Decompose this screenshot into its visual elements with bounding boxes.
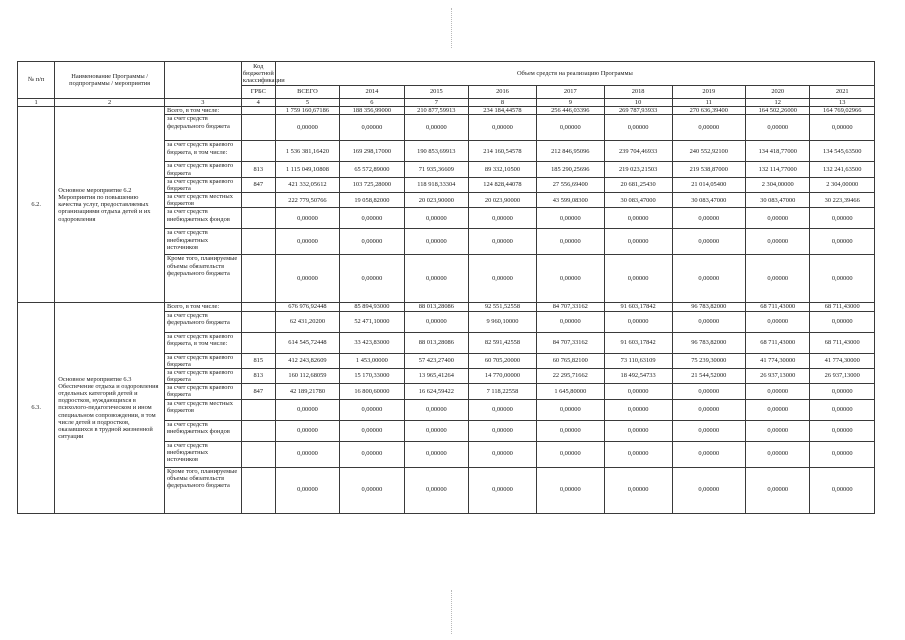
grbs-code: 847: [241, 384, 275, 399]
total-value: 0,00000: [275, 441, 339, 467]
funding-source: за счет средств федерального бюджета: [164, 311, 241, 332]
year-value: 0,00000: [746, 229, 810, 255]
total-value: 222 779,50766: [275, 193, 339, 208]
year-value: 0,00000: [469, 115, 537, 141]
funding-source: Кроме того, планируемые объемы обязательств федерального бюджета: [164, 255, 241, 303]
year-value: 0,00000: [810, 311, 875, 332]
year-value: 0,00000: [536, 467, 604, 513]
funding-source: за счет средств федерального бюджета: [164, 115, 241, 141]
year-header: 2016: [469, 86, 537, 99]
fold-mark-top: [451, 8, 453, 48]
budget-table: [17, 61, 875, 514]
year-value: 2 304,00000: [746, 177, 810, 192]
source-column-header: [164, 62, 241, 99]
year-value: 91 603,17842: [604, 332, 672, 353]
year-value: 0,00000: [746, 208, 810, 229]
year-header: 2015: [404, 86, 468, 99]
grbs-code: [241, 115, 275, 141]
year-value: 0,00000: [604, 399, 672, 420]
year-value: 0,00000: [340, 208, 404, 229]
total-value: 62 431,20200: [275, 311, 339, 332]
year-value: 134 545,63500: [810, 141, 875, 162]
funding-source: за счет средств краевого бюджета: [164, 353, 241, 368]
year-value: 21 544,52000: [672, 368, 745, 383]
grbs-code: [241, 420, 275, 441]
total-value: 1 536 381,16420: [275, 141, 339, 162]
year-value: 0,00000: [469, 208, 537, 229]
total-value: 0,00000: [275, 420, 339, 441]
year-value: 0,00000: [536, 208, 604, 229]
funding-source: за счет средств краевого бюджета: [164, 177, 241, 192]
total-value: 421 332,05612: [275, 177, 339, 192]
year-value: 0,00000: [810, 208, 875, 229]
section-title: Основное мероприятие 6.3 Обеспечение отдыха и оздоровления отдельных категорий детей и подростков, нуждающихся в психолого-педагогическом и ином специальном сопровождении, в том числе детей и подростков, оказавшихся в трудной жизненной ситуации: [55, 303, 165, 513]
year-value: 0,00000: [340, 441, 404, 467]
year-value: 21 014,05400: [672, 177, 745, 192]
year-value: 234 184,44578: [469, 107, 537, 115]
funding-source: за счет средств краевого бюджета, в том числе:: [164, 332, 241, 353]
year-value: 219 538,87000: [672, 162, 745, 177]
year-header: 2021: [810, 86, 875, 99]
year-value: 132 241,63500: [810, 162, 875, 177]
funding-source: за счет средств краевого бюджета: [164, 384, 241, 399]
table-row: [18, 107, 875, 115]
year-value: 0,00000: [404, 255, 468, 303]
year-value: 33 423,83000: [340, 332, 404, 353]
funding-source: Кроме того, планируемые объемы обязательств федерального бюджета: [164, 467, 241, 513]
year-value: 214 160,54578: [469, 141, 537, 162]
year-value: 0,00000: [810, 420, 875, 441]
year-value: 68 711,43000: [810, 332, 875, 353]
year-value: 0,00000: [536, 441, 604, 467]
year-value: 240 552,92100: [672, 141, 745, 162]
column-number-cell: 5: [275, 99, 339, 107]
year-value: 19 058,82000: [340, 193, 404, 208]
total-value: 0,00000: [275, 467, 339, 513]
grbs-code: 847: [241, 177, 275, 192]
code-column-header: Код бюджетной классификации: [242, 62, 285, 85]
year-value: 0,00000: [672, 255, 745, 303]
year-value: 132 114,77000: [746, 162, 810, 177]
year-value: 65 572,89000: [340, 162, 404, 177]
year-value: 0,00000: [672, 420, 745, 441]
year-value: 219 023,21503: [604, 162, 672, 177]
column-number-cell: 9: [536, 99, 604, 107]
year-value: 41 774,30000: [746, 353, 810, 368]
year-value: 0,00000: [746, 420, 810, 441]
year-value: 9 960,10000: [469, 311, 537, 332]
year-value: 89 332,10500: [469, 162, 537, 177]
year-value: 0,00000: [672, 441, 745, 467]
funding-source: за счет средств местных бюджетов: [164, 193, 241, 208]
year-value: 0,00000: [604, 467, 672, 513]
year-value: 0,00000: [604, 311, 672, 332]
year-value: 0,00000: [340, 467, 404, 513]
year-value: 96 783,82000: [672, 332, 745, 353]
year-value: 0,00000: [604, 208, 672, 229]
column-number-cell: 7: [404, 99, 468, 107]
year-value: 0,00000: [672, 115, 745, 141]
year-value: 84 707,33162: [536, 332, 604, 353]
year-value: 92 551,52558: [469, 303, 537, 311]
grbs-code: [241, 141, 275, 162]
num-column-header: № п/п: [18, 62, 55, 99]
year-value: 0,00000: [404, 311, 468, 332]
year-value: 91 603,17842: [604, 303, 672, 311]
grbs-code: [241, 303, 275, 311]
year-value: 0,00000: [810, 115, 875, 141]
funding-source: за счет средств внебюджетных фондов: [164, 208, 241, 229]
grbs-code: [241, 441, 275, 467]
grbs-code: [241, 467, 275, 513]
year-value: 0,00000: [536, 255, 604, 303]
year-value: 16 800,60000: [340, 384, 404, 399]
year-value: 27 556,69400: [536, 177, 604, 192]
year-value: 0,00000: [469, 399, 537, 420]
year-value: 30 083,47000: [746, 193, 810, 208]
volume-column-header: Объем средств на реализацию Программы: [275, 62, 874, 86]
year-value: 0,00000: [604, 420, 672, 441]
year-value: 16 624,59422: [404, 384, 468, 399]
funding-source: Всего, в том числе:: [164, 303, 241, 311]
name-column-header: Наименование Программы / подпрограммы / мероприятия: [55, 62, 165, 99]
grbs-code: [241, 193, 275, 208]
grbs-code: [241, 255, 275, 303]
total-value: 614 545,72448: [275, 332, 339, 353]
column-number-cell: 1: [18, 99, 55, 107]
year-value: 88 013,28086: [404, 332, 468, 353]
year-value: 0,00000: [672, 311, 745, 332]
year-value: 52 471,10000: [340, 311, 404, 332]
column-number-cell: 6: [340, 99, 404, 107]
year-value: 0,00000: [810, 229, 875, 255]
year-value: 30 083,47000: [672, 193, 745, 208]
year-value: 0,00000: [404, 399, 468, 420]
section-number: 6.3.: [18, 303, 55, 513]
year-value: 0,00000: [810, 255, 875, 303]
grbs-code: [241, 229, 275, 255]
funding-source: за счет средств внебюджетных источников: [164, 441, 241, 467]
year-value: 0,00000: [604, 441, 672, 467]
year-value: 0,00000: [340, 255, 404, 303]
year-value: 0,00000: [404, 420, 468, 441]
year-value: 7 118,22558: [469, 384, 537, 399]
year-value: 43 599,08300: [536, 193, 604, 208]
funding-source: за счет средств внебюджетных фондов: [164, 420, 241, 441]
column-number-cell: 8: [469, 99, 537, 107]
year-value: 71 935,36609: [404, 162, 468, 177]
grbs-code: [241, 332, 275, 353]
section-title: Основное мероприятие 6.2 Мероприятия по повышению качества услуг, предоставляемых организациями отдыха детей и их оздоровления: [55, 107, 165, 303]
year-value: 1 645,80000: [536, 384, 604, 399]
total-value: 1 759 160,67186: [275, 107, 339, 115]
column-number-cell: 11: [672, 99, 745, 107]
year-value: 0,00000: [536, 115, 604, 141]
year-value: 0,00000: [604, 384, 672, 399]
total-value: 0,00000: [275, 255, 339, 303]
year-value: 60 705,20000: [469, 353, 537, 368]
year-value: 14 770,00000: [469, 368, 537, 383]
year-value: 82 591,42558: [469, 332, 537, 353]
grbs-code: [241, 311, 275, 332]
funding-source: за счет средств краевого бюджета: [164, 368, 241, 383]
column-number-row: [18, 99, 875, 107]
year-value: 73 110,63109: [604, 353, 672, 368]
column-number-cell: 13: [810, 99, 875, 107]
table-body: [18, 107, 875, 513]
year-value: 0,00000: [340, 229, 404, 255]
year-value: 22 295,71662: [536, 368, 604, 383]
year-value: 0,00000: [404, 467, 468, 513]
year-value: 0,00000: [672, 208, 745, 229]
year-header: 2014: [340, 86, 404, 99]
year-value: 0,00000: [404, 229, 468, 255]
year-header: 2017: [536, 86, 604, 99]
total-column-header: ВСЕГО: [275, 86, 339, 99]
year-value: 185 290,25696: [536, 162, 604, 177]
year-value: 15 170,33000: [340, 368, 404, 383]
year-value: 269 787,93933: [604, 107, 672, 115]
total-value: 0,00000: [275, 229, 339, 255]
year-value: 57 423,27400: [404, 353, 468, 368]
year-value: 26 937,13000: [810, 368, 875, 383]
year-value: 0,00000: [672, 384, 745, 399]
year-value: 2 304,00000: [810, 177, 875, 192]
total-value: 160 112,68059: [275, 368, 339, 383]
year-value: 0,00000: [404, 115, 468, 141]
year-value: 0,00000: [604, 255, 672, 303]
year-value: 1 453,00000: [340, 353, 404, 368]
funding-source: за счет средств внебюджетных источников: [164, 229, 241, 255]
total-value: 0,00000: [275, 115, 339, 141]
year-header: 2020: [746, 86, 810, 99]
year-value: 0,00000: [536, 311, 604, 332]
column-number-cell: 10: [604, 99, 672, 107]
year-value: 0,00000: [340, 115, 404, 141]
year-value: 0,00000: [469, 441, 537, 467]
year-value: 239 704,46933: [604, 141, 672, 162]
year-value: 0,00000: [746, 399, 810, 420]
year-value: 0,00000: [469, 255, 537, 303]
funding-source: Всего, в том числе:: [164, 107, 241, 115]
grbs-code: 813: [241, 162, 275, 177]
year-value: 75 239,30000: [672, 353, 745, 368]
total-value: 42 189,21780: [275, 384, 339, 399]
column-number-cell: 12: [746, 99, 810, 107]
year-value: 0,00000: [746, 311, 810, 332]
total-value: 676 976,92448: [275, 303, 339, 311]
year-value: 68 711,43000: [746, 332, 810, 353]
year-value: 85 894,93000: [340, 303, 404, 311]
year-value: 0,00000: [746, 467, 810, 513]
year-value: 118 918,33304: [404, 177, 468, 192]
year-value: 212 846,95096: [536, 141, 604, 162]
funding-source: за счет средств краевого бюджета, в том числе:: [164, 141, 241, 162]
year-value: 124 828,44078: [469, 177, 537, 192]
year-value: 0,00000: [469, 467, 537, 513]
year-value: 0,00000: [340, 399, 404, 420]
year-value: 190 853,69913: [404, 141, 468, 162]
year-value: 0,00000: [746, 255, 810, 303]
fold-mark-bottom: [451, 590, 453, 634]
year-value: 0,00000: [404, 441, 468, 467]
grbs-code: 813: [241, 368, 275, 383]
grbs-column-header: ГРБС: [241, 86, 275, 99]
table-row: [18, 303, 875, 311]
year-value: 0,00000: [672, 467, 745, 513]
year-value: 13 965,41264: [404, 368, 468, 383]
column-number-cell: 2: [55, 99, 165, 107]
year-value: 0,00000: [746, 115, 810, 141]
year-value: 0,00000: [810, 467, 875, 513]
year-value: 134 418,77000: [746, 141, 810, 162]
year-value: 68 711,43000: [810, 303, 875, 311]
year-value: 0,00000: [536, 229, 604, 255]
year-value: 84 707,33162: [536, 303, 604, 311]
year-value: 164 769,02966: [810, 107, 875, 115]
year-value: 188 356,99000: [340, 107, 404, 115]
column-number-cell: 3: [164, 99, 241, 107]
year-value: 169 298,17000: [340, 141, 404, 162]
year-value: 270 636,39400: [672, 107, 745, 115]
year-value: 20 023,90000: [404, 193, 468, 208]
year-value: 68 711,43000: [746, 303, 810, 311]
total-value: 412 243,82609: [275, 353, 339, 368]
grbs-code: 815: [241, 353, 275, 368]
grbs-code: [241, 107, 275, 115]
year-value: 0,00000: [536, 399, 604, 420]
year-value: 0,00000: [810, 399, 875, 420]
year-value: 164 502,26000: [746, 107, 810, 115]
grbs-code: [241, 208, 275, 229]
year-value: 0,00000: [672, 399, 745, 420]
year-value: 30 083,47000: [604, 193, 672, 208]
year-value: 26 937,13000: [746, 368, 810, 383]
year-value: 20 681,25430: [604, 177, 672, 192]
funding-source: за счет средств краевого бюджета: [164, 162, 241, 177]
year-value: 96 783,82000: [672, 303, 745, 311]
grbs-code: [241, 399, 275, 420]
total-value: 0,00000: [275, 208, 339, 229]
year-value: 0,00000: [536, 420, 604, 441]
funding-source: за счет средств местных бюджетов: [164, 399, 241, 420]
year-value: 0,00000: [469, 229, 537, 255]
section-number: 6.2.: [18, 107, 55, 303]
year-value: 0,00000: [746, 441, 810, 467]
year-value: 88 013,28086: [404, 303, 468, 311]
year-value: 103 725,28000: [340, 177, 404, 192]
year-value: 0,00000: [340, 420, 404, 441]
year-value: 41 774,30000: [810, 353, 875, 368]
column-number-cell: 4: [241, 99, 275, 107]
year-value: 0,00000: [672, 229, 745, 255]
year-value: 0,00000: [746, 384, 810, 399]
year-value: 0,00000: [810, 384, 875, 399]
year-value: 20 023,90000: [469, 193, 537, 208]
year-value: 210 877,59913: [404, 107, 468, 115]
year-value: 0,00000: [469, 420, 537, 441]
year-value: 0,00000: [604, 229, 672, 255]
year-value: 256 446,03396: [536, 107, 604, 115]
year-value: 0,00000: [810, 441, 875, 467]
year-header: 2019: [672, 86, 745, 99]
year-value: 0,00000: [604, 115, 672, 141]
total-value: 1 115 049,10808: [275, 162, 339, 177]
year-value: 18 492,54733: [604, 368, 672, 383]
year-value: 0,00000: [404, 208, 468, 229]
year-value: 30 223,39466: [810, 193, 875, 208]
year-header: 2018: [604, 86, 672, 99]
total-value: 0,00000: [275, 399, 339, 420]
year-value: 60 765,82100: [536, 353, 604, 368]
